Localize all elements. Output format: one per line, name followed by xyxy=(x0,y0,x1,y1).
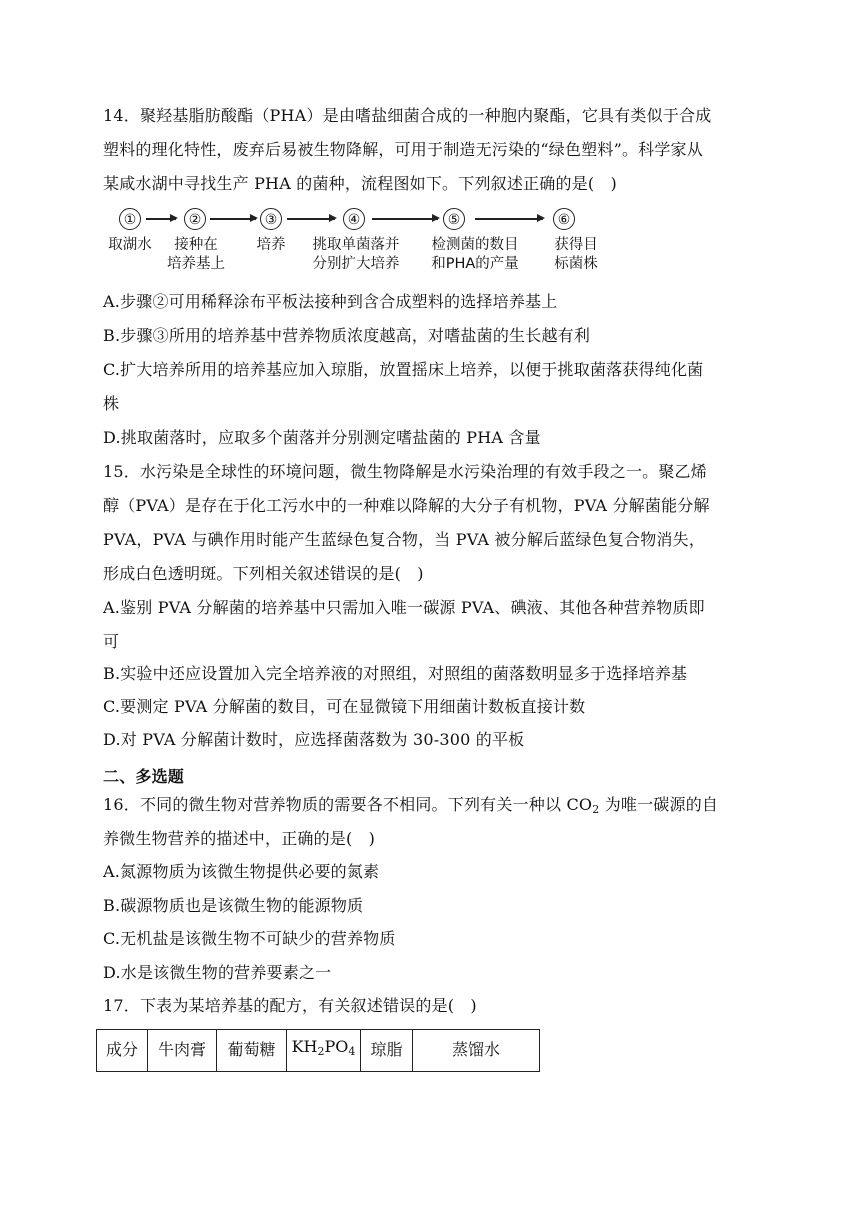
table-row xyxy=(97,1030,540,1072)
q14-flow-diagram xyxy=(106,206,626,278)
table-cell-agar: 琼脂 xyxy=(361,1030,413,1072)
q16-stem-text-post: 为唯一碳源的自 xyxy=(599,795,719,814)
flow-step-2-number: ② xyxy=(184,208,206,230)
table-cell-glucose: 葡萄糖 xyxy=(217,1030,287,1072)
q15-stem-line-4: 形成白色透明斑。下列相关叙述错误的是( ) xyxy=(103,564,424,583)
flow-step-2-label: 接种在 培养基上 xyxy=(167,237,225,272)
kh2po4-subscript-1: 2 xyxy=(317,1045,325,1058)
q15-stem-line-2: 醇（PVA）是存在于化工污水中的一种难以降解的大分子有机物，PVA 分解菌能分解 xyxy=(103,496,710,515)
flow-step-6-number: ⑥ xyxy=(553,208,575,230)
q16-stem-line-1 xyxy=(103,795,718,815)
q14-stem-line-2: 塑料的理化特性，废弃后易被生物降解，可用于制造无污染的“绿色塑料”。科学家从 xyxy=(103,140,703,159)
q14-option-d: D.挑取菌落时，应取多个菌落并分别测定嗜盐菌的 PHA 含量 xyxy=(103,428,541,447)
flow-step-5-label: 检测菌的数目 和PHA的产量 xyxy=(431,237,519,272)
flow-arrow-3 xyxy=(287,218,335,220)
q15-stem-line-3: PVA，PVA 与碘作用时能产生蓝绿色复合物，当 PVA 被分解后蓝绿色复合物消失， xyxy=(103,530,706,549)
q15-option-c: C.要测定 PVA 分解菌的数目，可在显微镜下用细菌计数板直接计数 xyxy=(103,697,586,716)
flow-arrow-1 xyxy=(146,218,176,220)
q16-option-b: B.碳源物质也是该微生物的能源物质 xyxy=(103,896,364,915)
flow-step-6-label: 获得目 标菌株 xyxy=(554,237,598,272)
flow-step-1-label: 取湖水 xyxy=(108,237,152,253)
table-cell-distilled-water: 蒸馏水 xyxy=(413,1030,540,1072)
q15-option-b: B.实验中还应设置加入完全培养液的对照组，对照组的菌落数明显多于选择培养基 xyxy=(103,664,688,683)
flow-arrow-2 xyxy=(210,218,256,220)
q16-option-c: C.无机盐是该微生物不可缺少的营养物质 xyxy=(103,929,396,948)
flow-step-4-number: ④ xyxy=(343,208,365,230)
q16-option-d: D.水是该微生物的营养要素之一 xyxy=(103,963,332,982)
kh2po4-part-2: PO xyxy=(324,1037,349,1056)
kh2po4-part-1: KH xyxy=(291,1037,318,1056)
flow-step-3-label: 培养 xyxy=(256,237,286,253)
q15-stem-line-1: 15．水污染是全球性的环境问题，微生物降解是水污染治理的有效手段之一。聚乙烯 xyxy=(103,462,707,481)
kh2po4-subscript-2: 4 xyxy=(348,1045,356,1058)
flow-step-3-number: ③ xyxy=(260,208,282,230)
q14-option-a: A.步骤②可用稀释涂布平板法接种到含合成塑料的选择培养基上 xyxy=(103,292,558,311)
table-cell-kh2po4 xyxy=(287,1030,361,1072)
table-cell-ingredient-header: 成分 xyxy=(97,1030,148,1072)
q16-co2-subscript: 2 xyxy=(592,803,600,816)
q14-stem-line-1: 14．聚羟基脂肪酸酯（PHA）是由嗜盐细菌合成的一种胞内聚酯，它具有类似于合成 xyxy=(103,106,712,125)
q17-medium-table xyxy=(96,1029,540,1072)
q14-option-c-line-1: C.扩大培养所用的培养基应加入琼脂，放置摇床上培养，以便于挑取菌落获得纯化菌 xyxy=(103,360,704,379)
q14-stem-line-3: 某咸水湖中寻找生产 PHA 的菌种，流程图如下。下列叙述正确的是( ) xyxy=(103,174,617,193)
flow-step-5-number: ⑤ xyxy=(443,208,465,230)
q15-option-a-line-2: 可 xyxy=(103,632,120,651)
q14-option-b: B.步骤③所用的培养基中营养物质浓度越高，对嗜盐菌的生长越有利 xyxy=(103,326,591,345)
flow-arrow-4 xyxy=(372,218,438,220)
q14-option-c-line-2: 株 xyxy=(103,394,120,413)
q16-stem-text-pre: 16．不同的微生物对营养物质的需要各不相同。下列有关一种以 CO xyxy=(103,795,593,814)
flow-step-4-label: 挑取单菌落并 分别扩大培养 xyxy=(312,237,400,272)
flow-arrow-5 xyxy=(475,218,543,220)
section-heading-multiple-choice: 二、多选题 xyxy=(103,767,185,786)
flow-step-1-number: ① xyxy=(119,208,141,230)
q17-stem: 17．下表为某培养基的配方，有关叙述错误的是( ) xyxy=(103,996,477,1015)
table-cell-beef-extract: 牛肉膏 xyxy=(148,1030,217,1072)
q15-option-a-line-1: A.鉴别 PVA 分解菌的培养基中只需加入唯一碳源 PVA、碘液、其他各种营养物质即 xyxy=(103,598,705,617)
q16-stem-line-2: 养微生物营养的描述中，正确的是( ) xyxy=(103,829,376,848)
q16-option-a: A.氮源物质为该微生物提供必要的氮素 xyxy=(103,862,380,881)
q15-option-d: D.对 PVA 分解菌计数时，应选择菌落数为 30-300 的平板 xyxy=(103,730,525,749)
